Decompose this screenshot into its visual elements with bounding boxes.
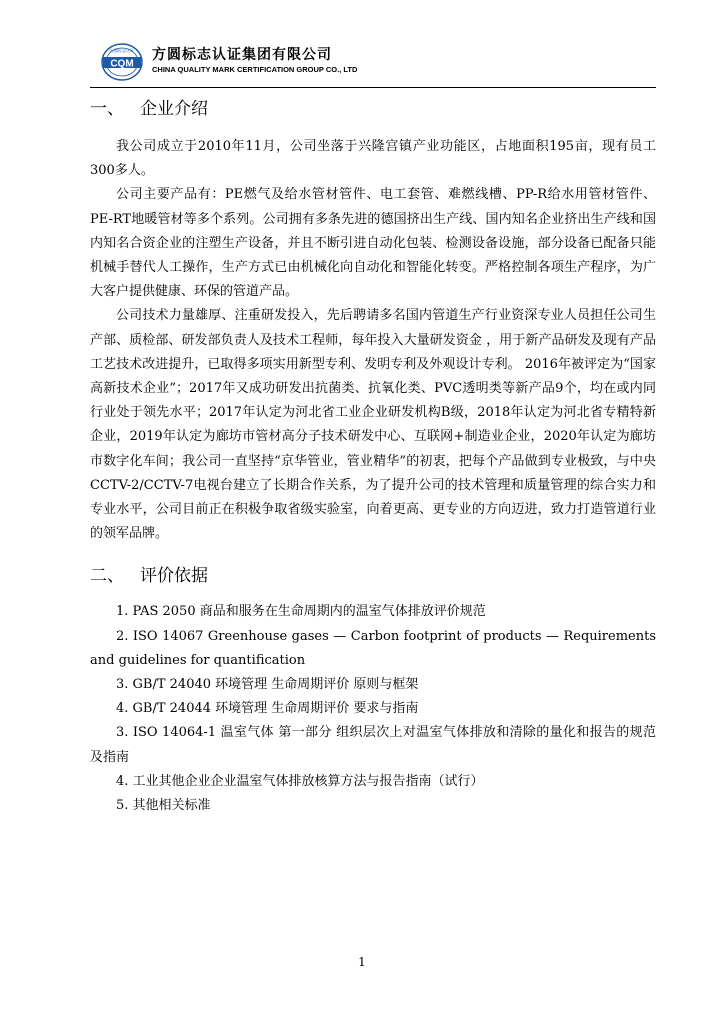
logo-ring-text: 方圆标志认证 bbox=[110, 48, 134, 53]
document-body bbox=[90, 92, 656, 818]
reference-item: 3. GB/T 24040 环境管理 生命周期评价 原则与框架 bbox=[116, 677, 419, 693]
document-header bbox=[92, 38, 662, 82]
page-number: 1 bbox=[358, 955, 366, 969]
reference-item: 3. ISO 14064-1 温室气体 第一部分 组织层次上对温室气体排放和清除的量化和报告的规范及指南 bbox=[90, 725, 656, 765]
section-number: 二、 bbox=[90, 566, 124, 587]
reference-item: 4. 工业其他企业企业温室气体排放核算方法与报告指南（试行） bbox=[116, 773, 484, 789]
reference-item: 5. 其他相关标准 bbox=[116, 798, 211, 814]
reference-item: 1. PAS 2050 商品和服务在生命周期内的温室气体排放评价规范 bbox=[116, 604, 486, 620]
company-name-en: CHINA QUALITY MARK CERTIFICATION GROUP CO., LTD bbox=[152, 65, 358, 74]
reference-item: 4. GB/T 24044 环境管理 生命周期评价 要求与指南 bbox=[116, 701, 419, 717]
reference-item: 2. ISO 14067 Greenhouse gases — Carbon footprint of products — Requirements and guidelines for quantification bbox=[90, 628, 656, 668]
paragraph: 我公司成立于2010年11月，公司坐落于兴隆宫镇产业功能区，占地面积195亩，现有员工300多人。 bbox=[90, 139, 656, 179]
logo-text: CQM bbox=[110, 58, 134, 70]
reference-list bbox=[90, 600, 656, 818]
section-title: 评价依据 bbox=[140, 566, 208, 587]
paragraph: 公司主要产品有：PE燃气及给水管材管件、电工套管、难燃线槽、PP-R给水用管材管件、PE-RT地暖管材等多个系列。公司拥有多条先进的德国挤出生产线、国内知名企业挤出生产线和国内知名合资企业的注塑生产设备，并且不断引进自动化包装、检测设备设施，部分设备已配备只能机械手替代人工操作，生产方式已由机械化向自动化和智能化转变。严格控制各项生产程序，为广大客户提供健康、环保的管道产品。 bbox=[90, 187, 656, 300]
header-divider bbox=[90, 87, 656, 88]
section-number: 一、 bbox=[90, 99, 124, 119]
section-title: 企业介绍 bbox=[140, 99, 208, 119]
section-heading-basis bbox=[90, 559, 656, 593]
company-name-cn: 方圆标志认证集团有限公司 bbox=[152, 47, 332, 63]
cqm-logo-icon bbox=[100, 42, 144, 82]
paragraph: 公司技术力量雄厚、注重研发投入，先后聘请多名国内管道生产行业资深专业人员担任公司生产部、质检部、研发部负责人及技术工程师，每年投入大量研发资金 ，用于新产品研发及现有产品工艺技术改进提升，已取得多项实用新型专利、发明专利及外观设计专利。 2016年被评定为“国家高新技术企业”；2017年又成功研发出抗菌类、抗氧化类、PVC透明类等新产品9个，均在或内同行业处于领先水平；2017年认定为河北省工业企业研发机构B级，2018年认定为河北省专精特新企业，2019年认定为廊坊市管材高分子技术研发中心、互联网+制造业企业，2020年认定为廊坊市数字化车间；我公司一直坚持“京华管业，管业精华”的初衷，把每个产品做到专业极致，与中央CCTV-2/CCTV-7电视台建立了长期合作关系，为了提升公司的技术管理和质量管理的综合实力和专业水平，公司目前正在积极争取省级实验室，向着更高、更专业的方向迈进，致力打造管道行业的领军品牌。 bbox=[90, 308, 656, 542]
section-heading-intro bbox=[90, 92, 656, 126]
